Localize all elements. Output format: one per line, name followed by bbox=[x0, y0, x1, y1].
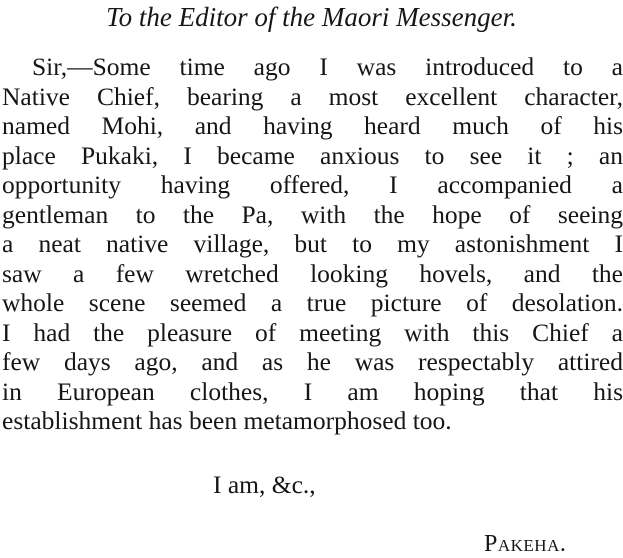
letter-line: Native Chief, bearing a most excellent character, bbox=[2, 81, 623, 111]
letter-line: whole scene seemed a true picture of desolation. bbox=[2, 288, 623, 317]
letter-heading: To the Editor of the Maori Messenger. bbox=[106, 2, 517, 32]
letter-closing: I am, &c., bbox=[213, 470, 316, 499]
letter-line: few days ago, and as he was respectably attired bbox=[2, 347, 623, 376]
letter-signature: Pakeha. bbox=[484, 531, 567, 557]
letter-line: Sir,—Some time ago I was introduced to a bbox=[32, 52, 623, 81]
letter-line: opportunity having offered, I accompanied a bbox=[2, 170, 623, 199]
letter-line: a neat native village, but to my astonishment I bbox=[2, 229, 623, 258]
letter-line: in European clothes, I am hoping that his bbox=[2, 376, 623, 406]
letter-line: gentleman to the Pa, with the hope of seeing bbox=[2, 199, 623, 229]
letter-line: saw a few wretched looking hovels, and the bbox=[2, 258, 623, 288]
letter-line: establishment has been metamorphosed too. bbox=[2, 406, 452, 435]
letter-line: named Mohi, and having heard much of his bbox=[2, 111, 623, 140]
letter-line: place Pukaki, I became anxious to see it ; an bbox=[2, 140, 623, 170]
letter-line: I had the pleasure of meeting with this Chief a bbox=[2, 317, 623, 347]
letter-body bbox=[2, 52, 623, 436]
